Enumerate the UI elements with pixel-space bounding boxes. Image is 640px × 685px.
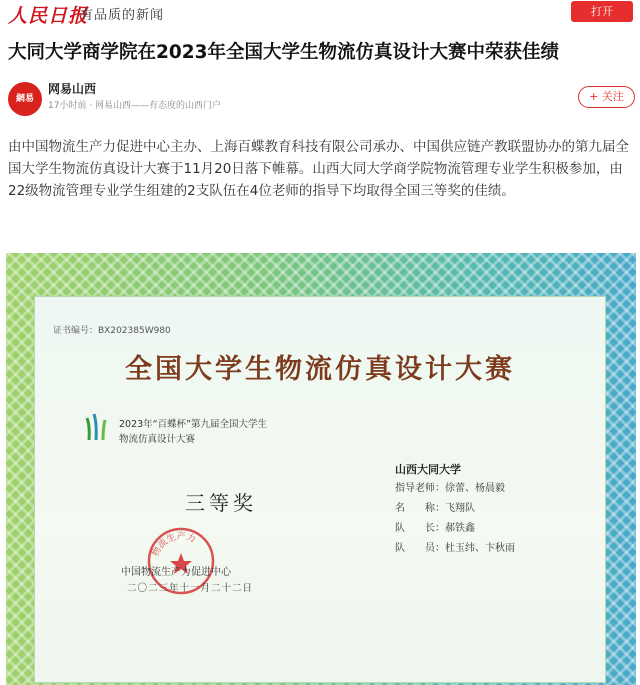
- author-bar: [8, 80, 632, 116]
- slogan: 有品质的新闻: [80, 8, 165, 23]
- author-meta: 17小时前 · 网易山西——有态度的山西门户: [48, 101, 222, 111]
- open-app-button[interactable]: 打开: [571, 1, 633, 22]
- article-body: 由中国物流生产力促进中心主办、上海百蝶教育科技有限公司承办、中国供应链产教联盟协办的第九届全国大学生物流仿真设计大赛于11月20日落下帷幕。山西大同大学商学院物流管理专业学生积极参加，由22级物流管理专业学生组建的2支队伍在4位老师的指导下均取得全国三等奖的佳绩。: [8, 139, 629, 199]
- certificate-panel: [34, 296, 606, 683]
- competition-logo-icon: [85, 412, 107, 442]
- members-row: 队 员：杜玉纬、卞秋雨: [395, 543, 515, 554]
- competition-name: [119, 417, 267, 447]
- issue-date: 二〇二三年十一月二十二日: [127, 583, 254, 594]
- article-title: 大同大学商学院在2023年全国大学生物流仿真设计大赛中荣获佳绩: [8, 42, 559, 63]
- team-name-row: 名 称：飞翔队: [395, 503, 475, 514]
- issuer-name: 中国物流生产力促进中心: [121, 567, 231, 578]
- follow-button[interactable]: + 关注: [578, 86, 635, 108]
- certificate-heading: 全国大学生物流仿真设计大赛: [125, 354, 515, 385]
- captain-row: 队 长：郝铁鑫: [395, 523, 475, 534]
- competition-line-2: 物流仿真设计大赛: [119, 434, 196, 445]
- competition-line-1: 2023年“百蝶杯”第九届全国大学生: [119, 419, 268, 430]
- certificate-number: 证书编号：BX202385W980: [53, 326, 171, 336]
- award-level: 三等奖: [185, 491, 257, 515]
- school-name: 山西大同大学: [395, 463, 461, 476]
- svg-text:物流生产力: [149, 530, 197, 558]
- advisor-row: 指导老师：徐蕾、杨晨毅: [395, 483, 505, 494]
- top-bar: [0, 0, 640, 26]
- author-name[interactable]: 网易山西: [48, 82, 97, 96]
- seal-text: 物流生产力: [151, 531, 197, 559]
- certificate-image: [6, 253, 636, 685]
- people-daily-logo[interactable]: 人民日报: [8, 5, 89, 27]
- avatar[interactable]: 網易: [8, 82, 42, 116]
